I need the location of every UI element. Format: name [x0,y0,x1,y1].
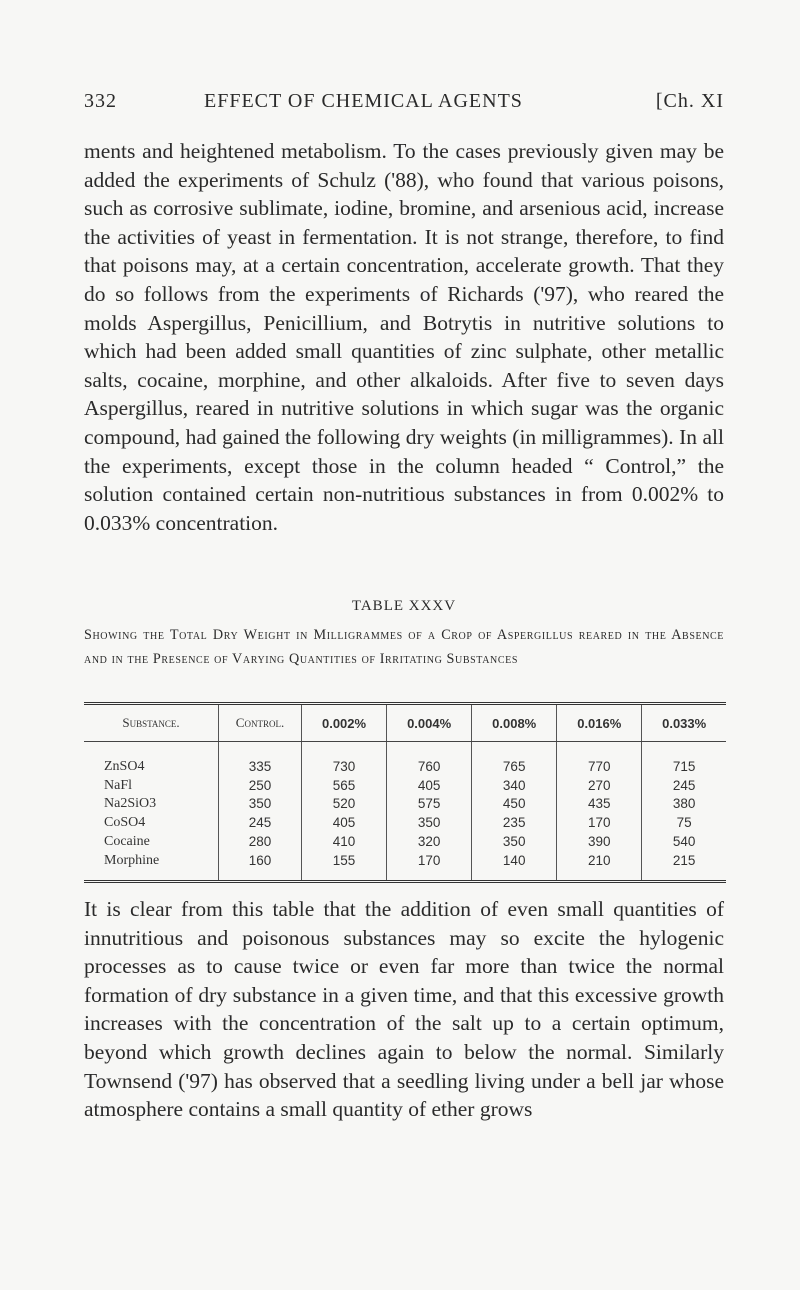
table-cell: 715 [642,742,726,777]
table-cell: 350 [387,814,472,833]
table-cell: 250 [219,777,302,796]
table-row [84,852,726,882]
table-cell: 160 [219,852,302,882]
table-cell: 245 [642,777,726,796]
table-row [84,833,726,852]
table-cell: 575 [387,795,472,814]
table-row [84,742,726,777]
table-cell: Na2SiO3 [104,796,157,812]
running-title: EFFECT OF CHEMICAL AGENTS [204,90,523,112]
table-cell: 170 [387,852,472,882]
column-header: 0.004% [387,704,472,742]
body-paragraph-1: ments and heightened metabolism. To the cases previously given may be added the experiments of Schulz ('88), who found that various poisons, such as corrosive sublimate, iodine, bromine, and arsenious acid, increase the activities of yeast in fermentation. It is not strange, therefore, to find that poisons may, at a certain concentration, accelerate growth. That they do so follows from the experiments of Richards ('97), who reared the molds Aspergillus, Penicillium, and Botrytis in nutritive solutions to which had been added small quantities of zinc sulphate, other metallic salts, cocaine, morphine, and other alkaloids. After five to seven days Aspergillus, reared in nutritive solutions in which sugar was the organic compound, had gained the following dry weights (in milligrammes). In all the experiments, except those in the column headed “ Control,” the solution contained certain non-nutritious substances in from 0.002% to 0.033% concentration. [84,139,724,535]
table-cell: 770 [557,742,642,777]
table-cell: 350 [472,833,557,852]
page-number: 332 [84,90,117,112]
table-cell: Morphine [104,852,160,868]
column-header: 0.002% [302,704,387,742]
table-cell: 215 [642,852,726,882]
column-header: 0.016% [557,704,642,742]
table-cell: 280 [219,833,302,852]
table-cell: 245 [219,814,302,833]
chapter-label: [Ch. XI [655,90,724,112]
table-cell: 170 [557,814,642,833]
table-header-row [84,704,726,742]
table-cell: 760 [387,742,472,777]
column-header: 0.033% [642,704,726,742]
table-cell: 540 [642,833,726,852]
table-cell: 390 [557,833,642,852]
column-header: Substance. [84,704,219,742]
table-cell: 405 [302,814,387,833]
table-cell: 435 [557,795,642,814]
table-cell: 270 [557,777,642,796]
table-cell: 410 [302,833,387,852]
table-row [84,795,726,814]
column-header: 0.008% [472,704,557,742]
table-cell: 405 [387,777,472,796]
table-cell: 155 [302,852,387,882]
table-cell: 565 [302,777,387,796]
table-caption: Showing the Total Dry Weight in Milligrammes of a Crop of Aspergillus reared in the Absence and in the Presence of Varying Quantities of Irritating Substances [84,627,724,667]
table-cell: 765 [472,742,557,777]
table-cell: 730 [302,742,387,777]
table-cell: 520 [302,795,387,814]
table-cell: 320 [387,833,472,852]
table-title: TABLE XXXV [351,598,457,614]
table-row [84,814,726,833]
data-table [84,702,726,883]
table-cell: CoSO4 [104,815,146,831]
table-cell: Cocaine [104,833,150,849]
table-cell: 335 [219,742,302,777]
body-paragraph-2: It is clear from this table that the addition of even small quantities of innutritious and poisonous substances may so excite the hylogenic processes as to cause twice or even far more than twice the normal formation of dry substance in a given time, and that this excessive growth increases with the concentration of the salt up to a certain optimum, beyond which growth declines again to below the normal. Similarly Townsend ('97) has observed that a seedling living under a bell jar whose atmosphere contains a small quantity of ether grows [84,897,724,1122]
table-cell: 75 [642,814,726,833]
table-cell: 380 [642,795,726,814]
table-cell: NaFl [104,777,132,793]
column-header: Control. [219,704,302,742]
table-cell: 450 [472,795,557,814]
table-cell: 235 [472,814,557,833]
running-head [84,90,724,116]
table-cell: 340 [472,777,557,796]
table-row [84,777,726,796]
table-cell: 210 [557,852,642,882]
table-cell: 350 [219,795,302,814]
table-cell: ZnSO4 [104,759,145,774]
table-cell: 140 [472,852,557,882]
